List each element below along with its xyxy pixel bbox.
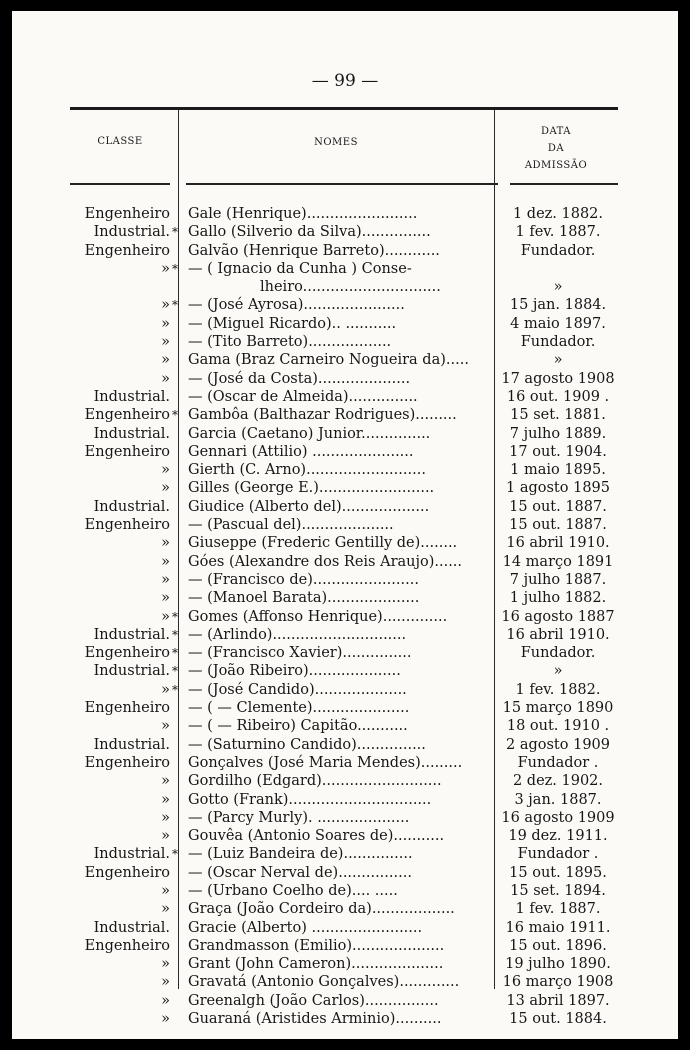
data-cell: » xyxy=(553,279,563,296)
nome-cell: Gonçalves (José Maria Mendes)......... xyxy=(188,754,463,771)
asterisk-mark: * xyxy=(172,225,178,240)
data-cell: 16 abril 1910. xyxy=(506,626,610,643)
data-cell: 15 out. 1887. xyxy=(509,498,607,515)
nome-cell: Gravatá (Antonio Gonçalves)............. xyxy=(188,974,460,991)
nome-cell: Gierth (C. Arno).......................... xyxy=(188,462,426,479)
nome-cell: Galvão (Henrique Barreto)............ xyxy=(188,242,440,259)
nome-cell: Gracie (Alberto) ........................ xyxy=(188,919,423,936)
classe-cell: Engenheiro xyxy=(84,443,170,460)
nome-cell: — (Francisco Xavier)............... xyxy=(188,645,412,662)
data-cell: Fundador . xyxy=(517,754,599,771)
table-row xyxy=(12,791,678,809)
header-data-line-3: ADMISSÃO xyxy=(524,160,588,171)
table-row xyxy=(12,608,678,626)
data-cell: » xyxy=(553,352,563,369)
table-row xyxy=(12,370,678,388)
table-row xyxy=(12,260,678,278)
data-cell: 16 maio 1911. xyxy=(505,919,611,936)
nome-cell: Gama (Braz Carneiro Nogueira da)..... xyxy=(188,352,469,369)
table-row xyxy=(12,205,678,223)
table-row xyxy=(12,516,678,534)
table-row xyxy=(12,388,678,406)
classe-cell: Engenheiro xyxy=(84,937,170,954)
classe-cell: Engenheiro xyxy=(84,700,170,717)
nome-cell: Grant (John Cameron).................... xyxy=(188,956,444,973)
nome-cell: lheiro.............................. xyxy=(260,279,441,296)
classe-cell: » xyxy=(161,718,170,735)
data-cell: 19 julho 1890. xyxy=(505,956,611,973)
classe-cell: » xyxy=(161,535,170,552)
classe-cell: Industrial. xyxy=(93,425,170,442)
nome-cell: — (Urbano Coelho de).... ..... xyxy=(188,882,398,899)
data-cell: 14 março 1891 xyxy=(502,553,614,570)
table-row xyxy=(12,425,678,443)
data-cell: 15 out. 1884. xyxy=(509,1011,607,1028)
data-cell: 16 março 1908 xyxy=(502,974,614,991)
data-cell: » xyxy=(553,663,563,680)
classe-cell: Engenheiro xyxy=(84,407,170,424)
nome-cell: Gallo (Silverio da Silva)............... xyxy=(188,224,431,241)
header-rule-data xyxy=(510,183,618,185)
classe-cell: » xyxy=(161,608,170,625)
data-cell: 15 out. 1896. xyxy=(509,937,607,954)
data-cell: 13 abril 1897. xyxy=(506,992,610,1009)
nome-cell: — (Tito Barreto).................. xyxy=(188,334,392,351)
table-row xyxy=(12,827,678,845)
classe-cell: » xyxy=(161,882,170,899)
nome-cell: — ( Ignacio da Cunha ) Conse- xyxy=(188,260,412,277)
nome-cell: Gordilho (Edgard).......................... xyxy=(188,773,442,790)
data-cell: 16 out. 1909 . xyxy=(506,388,610,405)
nome-cell: — (Saturnino Candido)............... xyxy=(188,736,426,753)
data-cell: 15 março 1890 xyxy=(502,700,614,717)
nome-cell: — (Oscar de Almeida)............... xyxy=(188,388,418,405)
data-cell: 15 jan. 1884. xyxy=(509,297,607,314)
data-cell: 1 fev. 1887. xyxy=(515,901,601,918)
nome-cell: Gale (Henrique)........................ xyxy=(188,206,418,222)
table-row xyxy=(12,315,678,333)
data-cell: 15 set. 1894. xyxy=(510,882,606,899)
classe-cell: » xyxy=(161,553,170,570)
data-cell: 19 dez. 1911. xyxy=(508,828,608,845)
header-nomes: NOMES xyxy=(314,137,358,148)
nome-cell: Giuseppe (Frederic Gentilly de)........ xyxy=(188,535,458,552)
header-rule-classe xyxy=(70,183,170,185)
nome-cell: — (João Ribeiro).................... xyxy=(188,663,401,680)
data-cell: 16 agosto 1887 xyxy=(501,608,615,625)
nome-cell: Grandmasson (Emilio).................... xyxy=(188,937,445,954)
nome-cell: — (Miguel Ricardo).. ........... xyxy=(188,315,397,332)
classe-cell: » xyxy=(161,681,170,698)
asterisk-mark: * xyxy=(172,847,178,862)
table-row xyxy=(12,882,678,900)
asterisk-mark: * xyxy=(172,664,178,679)
nome-cell: — (Arlindo)............................. xyxy=(188,626,407,643)
data-cell: 16 agosto 1909 xyxy=(501,809,615,826)
nome-cell: Gouvêa (Antonio Soares de)........... xyxy=(188,828,445,845)
classe-cell: Industrial. xyxy=(93,663,170,680)
classe-cell: » xyxy=(161,590,170,607)
nome-cell: Giudice (Alberto del)................... xyxy=(188,498,430,515)
header-rule-nomes xyxy=(186,183,498,185)
data-cell: 2 dez. 1902. xyxy=(512,773,604,790)
table-row xyxy=(12,406,678,424)
data-cell: 1 fev. 1887. xyxy=(515,224,601,241)
classe-cell: » xyxy=(161,992,170,1009)
data-cell: 1 fev. 1882. xyxy=(515,681,601,698)
asterisk-mark: * xyxy=(172,609,178,624)
classe-cell: » xyxy=(161,370,170,387)
data-cell: 15 out. 1887. xyxy=(509,517,607,534)
table-row xyxy=(12,333,678,351)
table-row xyxy=(12,681,678,699)
table-row xyxy=(12,443,678,461)
nome-cell: — (José Candido).................... xyxy=(188,681,407,698)
nome-cell: Garcia (Caetano) Junior............... xyxy=(188,425,431,442)
classe-cell: » xyxy=(161,809,170,826)
classe-cell: » xyxy=(161,260,170,277)
nome-cell: Greenalgh (João Carlos)................ xyxy=(188,992,439,1009)
document-page xyxy=(12,11,678,1039)
asterisk-mark: * xyxy=(172,298,178,313)
classe-cell: » xyxy=(161,297,170,314)
table-row xyxy=(12,1010,678,1028)
table-row xyxy=(12,900,678,918)
nome-cell: — (Parcy Murly). .................... xyxy=(188,809,410,826)
data-cell: 18 out. 1910 . xyxy=(506,718,610,735)
member-table xyxy=(12,205,678,1028)
classe-cell: Engenheiro xyxy=(84,242,170,259)
classe-cell: Industrial. xyxy=(93,626,170,643)
classe-cell: Industrial. xyxy=(93,919,170,936)
classe-cell: » xyxy=(161,315,170,332)
data-cell: 16 abril 1910. xyxy=(506,535,610,552)
data-cell: 17 agosto 1908 xyxy=(501,370,615,387)
table-row xyxy=(12,351,678,369)
table-row xyxy=(12,589,678,607)
classe-cell: Industrial. xyxy=(93,846,170,863)
asterisk-mark: * xyxy=(172,646,178,661)
classe-cell: » xyxy=(161,571,170,588)
nome-cell: — ( — Clemente)..................... xyxy=(188,700,410,717)
table-row xyxy=(12,553,678,571)
table-row xyxy=(12,754,678,772)
table-row xyxy=(12,955,678,973)
table-row xyxy=(12,626,678,644)
table-row xyxy=(12,296,678,314)
data-cell: Fundador. xyxy=(520,645,596,662)
asterisk-mark: * xyxy=(172,627,178,642)
table-row xyxy=(12,223,678,241)
nome-cell: — (Francisco de)....................... xyxy=(188,571,419,588)
table-row xyxy=(12,662,678,680)
header-data-line-1: DATA xyxy=(540,126,572,137)
data-cell: 1 maio 1895. xyxy=(510,462,606,479)
nome-cell: — (Pascual del).................... xyxy=(188,517,394,534)
classe-cell: Industrial. xyxy=(93,388,170,405)
data-cell: 15 out. 1895. xyxy=(509,864,607,881)
header-data-line-2: DA xyxy=(547,143,565,154)
data-cell: 1 julho 1882. xyxy=(509,590,607,607)
table-row xyxy=(12,644,678,662)
classe-cell: » xyxy=(161,480,170,497)
table-row xyxy=(12,461,678,479)
data-cell: Fundador . xyxy=(517,846,599,863)
top-rule xyxy=(70,107,618,110)
table-row xyxy=(12,937,678,955)
header-classe: CLASSE xyxy=(97,136,143,147)
classe-cell: Engenheiro xyxy=(84,517,170,534)
classe-cell: Engenheiro xyxy=(84,645,170,662)
classe-cell: Industrial. xyxy=(93,224,170,241)
table-row xyxy=(12,278,678,296)
classe-cell: » xyxy=(161,974,170,991)
table-row xyxy=(12,992,678,1010)
header-data xyxy=(494,123,618,174)
classe-cell: » xyxy=(161,828,170,845)
nome-cell: Gomes (Affonso Henrique).............. xyxy=(188,608,448,625)
nome-cell: — (Manoel Barata).................... xyxy=(188,590,420,607)
nome-cell: Gilles (George E.)......................... xyxy=(188,480,435,497)
nome-cell: Góes (Alexandre dos Reis Araujo)...... xyxy=(188,553,463,570)
classe-cell: » xyxy=(161,791,170,808)
table-row xyxy=(12,772,678,790)
table-row xyxy=(12,699,678,717)
table-row xyxy=(12,534,678,552)
classe-cell: » xyxy=(161,773,170,790)
classe-cell: » xyxy=(161,352,170,369)
nome-cell: — (José da Costa).................... xyxy=(188,370,411,387)
classe-cell: » xyxy=(161,334,170,351)
data-cell: Fundador. xyxy=(520,242,596,259)
data-cell: 15 set. 1881. xyxy=(510,407,606,424)
data-cell: 4 maio 1897. xyxy=(510,315,606,332)
classe-cell: Engenheiro xyxy=(84,206,170,222)
nome-cell: Graça (João Cordeiro da).................. xyxy=(188,901,455,918)
classe-cell: Engenheiro xyxy=(84,864,170,881)
data-cell: 1 agosto 1895 xyxy=(506,480,610,497)
classe-cell: » xyxy=(161,1011,170,1028)
nome-cell: — (José Ayrosa)...................... xyxy=(188,297,405,314)
classe-cell: » xyxy=(161,901,170,918)
table-row xyxy=(12,845,678,863)
asterisk-mark: * xyxy=(172,261,178,276)
data-cell: 2 agosto 1909 xyxy=(506,736,610,753)
table-row xyxy=(12,864,678,882)
table-row xyxy=(12,919,678,937)
table-row xyxy=(12,479,678,497)
data-cell: 7 julho 1887. xyxy=(509,571,607,588)
nome-cell: Guaraná (Aristides Arminio).......... xyxy=(188,1011,442,1028)
classe-cell: Industrial. xyxy=(93,736,170,753)
data-cell: 17 out. 1904. xyxy=(509,443,607,460)
table-row xyxy=(12,717,678,735)
table-row xyxy=(12,498,678,516)
nome-cell: Gotto (Frank)............................... xyxy=(188,791,432,808)
nome-cell: — (Luiz Bandeira de)............... xyxy=(188,846,413,863)
table-row xyxy=(12,242,678,260)
nome-cell: Gennari (Attilio) ...................... xyxy=(188,443,414,460)
data-cell: 7 julho 1889. xyxy=(509,425,607,442)
classe-cell: » xyxy=(161,956,170,973)
table-row xyxy=(12,973,678,991)
data-cell: Fundador. xyxy=(520,334,596,351)
classe-cell: » xyxy=(161,462,170,479)
table-row xyxy=(12,736,678,754)
asterisk-mark: * xyxy=(172,682,178,697)
asterisk-mark: * xyxy=(172,408,178,423)
data-cell: 3 jan. 1887. xyxy=(514,791,602,808)
classe-cell: Engenheiro xyxy=(84,754,170,771)
table-row xyxy=(12,571,678,589)
nome-cell: Gambôa (Balthazar Rodrigues)......... xyxy=(188,407,457,424)
nome-cell: — (Oscar Nerval de)................ xyxy=(188,864,412,881)
table-row xyxy=(12,809,678,827)
nome-cell: — ( — Ribeiro) Capitão........... xyxy=(188,718,408,735)
page-number: — 99 — xyxy=(311,71,379,91)
data-cell: 1 dez. 1882. xyxy=(512,206,604,222)
classe-cell: Industrial. xyxy=(93,498,170,515)
